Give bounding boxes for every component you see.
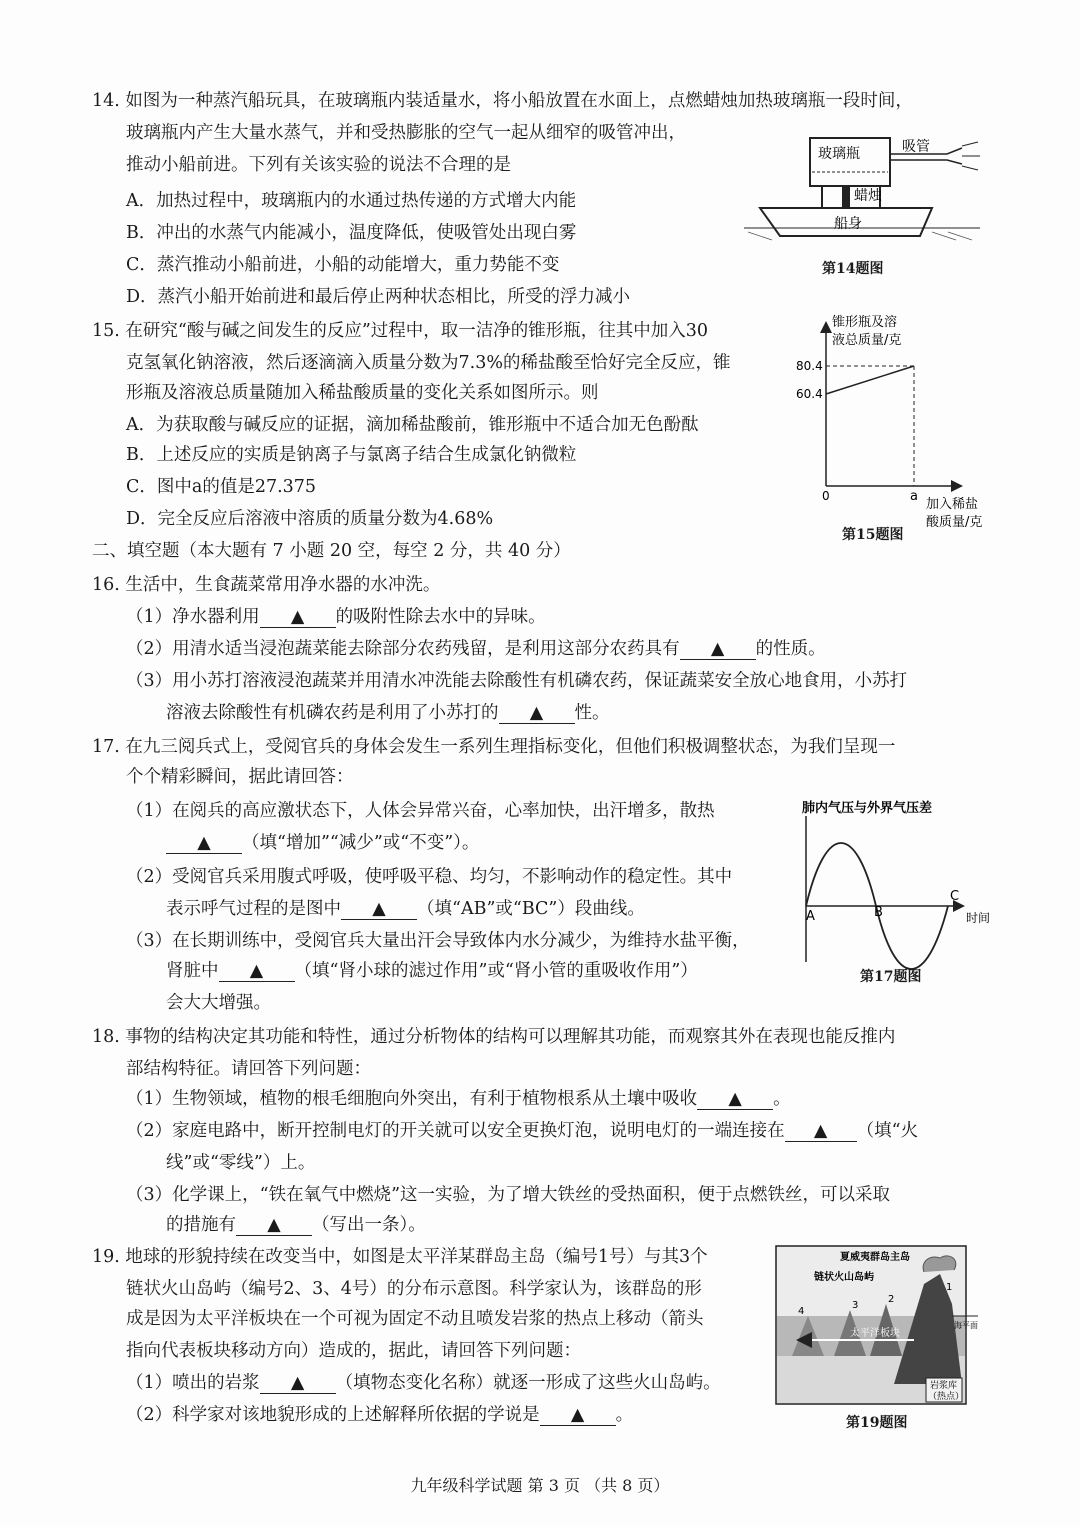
q18-blank3[interactable]: ▲ — [236, 1215, 312, 1236]
label-bottle: 玻璃瓶 — [818, 146, 860, 162]
q18-part2-line1 — [126, 1118, 918, 1144]
q15-ylabel-line1: 锥形瓶及溶 — [832, 315, 898, 330]
q17-caption: 第17题图 — [860, 969, 922, 985]
q14-steamboat-figure — [742, 128, 982, 258]
steam-line — [962, 142, 978, 146]
q15-ylabel-line2: 液总质量/克 — [832, 333, 902, 348]
q18-part1 — [126, 1086, 791, 1112]
steam-line — [962, 166, 978, 170]
q15-stem-line3: 形瓶及溶液总质量随加入稀盐酸质量的变化关系如图所示。则 — [126, 383, 599, 403]
q17-part3-line1: （3）在长期训练中，受阅官兵大量出汗会导致体内水分减少，为维持水盐平衡， — [126, 931, 750, 951]
q17-graph-title: 肺内气压与外界气压差 — [802, 801, 933, 816]
q18-p3-text-end: （写出一条）。 — [312, 1215, 426, 1235]
q15-stem-line2: 克氢氧化钠溶液，然后逐滴滴入质量分数为7.3%的稀盐酸至恰好完全反应，锥 — [126, 353, 731, 373]
q17-blank1[interactable]: ▲ — [166, 833, 242, 854]
q17-p1-text-end: （填“增加”“减少”或“不变”）。 — [242, 833, 480, 853]
q18-p1-text-end: 。 — [773, 1089, 791, 1109]
q15-stem-line1: 15. 在研究“酸与碱之间发生的反应”过程中，取一洁净的锥形瓶，往其中加入30 — [92, 321, 709, 341]
q16-p2-text-end: 的性质。 — [755, 639, 826, 659]
q19-stem-line1: 19. 地球的形貌持续在改变当中，如图是太平洋某群岛主岛（编号1号）与其3个 — [92, 1247, 708, 1267]
label-main-island: 夏威夷群岛主岛 — [840, 1252, 910, 1263]
q15-ytick-start: 60.4 — [796, 387, 823, 401]
q17-part2-line2 — [166, 896, 645, 922]
q17-p2-text-end: （填“AB”或“BC”）段曲线。 — [417, 899, 645, 919]
q16-p3-text: 溶液去除酸性有机磷农药是利用了小苏打的 — [166, 703, 499, 723]
q16-blank2[interactable]: ▲ — [680, 639, 756, 660]
q14-stem-line3: 推动小船前进。下列有关该实验的说法不合理的是 — [126, 155, 511, 175]
q16-p3-text-end: 性。 — [574, 703, 610, 723]
q16-blank1[interactable]: ▲ — [260, 607, 336, 628]
label-candle: 蜡烛 — [854, 188, 882, 204]
q16-p1-text: （1）净水器利用 — [126, 607, 260, 627]
q18-part3-line2 — [166, 1212, 426, 1238]
q14-option-a: A．加热过程中，玻璃瓶内的水通过热传递的方式增大内能 — [126, 191, 577, 211]
q19-stem-line4: 指向代表板块移动方向）造成的，据此，请回答下列问题： — [126, 1341, 581, 1361]
q15-mass-graph — [788, 310, 988, 532]
q17-part2-line1: （2）受阅官兵采用腹式呼吸，使呼吸平稳、均匀，不影响动作的稳定性。其中 — [126, 867, 733, 887]
q14-option-c: C．蒸汽推动小船前进，小船的动能增大，重力势能不变 — [126, 255, 560, 275]
q19-blank1[interactable]: ▲ — [260, 1373, 336, 1394]
label-hotspot: （热点） — [928, 1392, 965, 1402]
q17-part3-line2 — [166, 958, 698, 984]
candle-shape — [842, 186, 850, 208]
q19-p1-text: （1）喷出的岩浆 — [126, 1373, 260, 1393]
q15-xlabel-line1: 加入稀盐 — [926, 497, 979, 512]
island-number-1: 1 — [946, 1282, 953, 1293]
q18-p2-text: （2）家庭电路中，断开控制电灯的开关就可以安全更换灯泡，说明电灯的一端连接在 — [126, 1121, 785, 1141]
q19-part2 — [126, 1402, 633, 1428]
q17-stem-line2: 个个精彩瞬间，据此请回答： — [126, 767, 354, 787]
q17-point-c: C — [950, 889, 960, 904]
label-sea-level: 海平面 — [954, 1321, 978, 1330]
q18-p1-text: （1）生物领域，植物的根毛细胞向外突出，有利于植物根系从土壤中吸收 — [126, 1089, 698, 1109]
island-number-3: 3 — [852, 1300, 859, 1311]
q15-option-c: C．图中a的值是27.375 — [126, 477, 317, 497]
q14-stem-line1: 14. 如图为一种蒸汽船玩具，在玻璃瓶内装适量水，将小船放置在水面上，点燃蜡烛加热玻璃瓶一段时间， — [92, 91, 913, 111]
label-straw: 吸管 — [902, 139, 930, 155]
q16-part3-line1: （3）用小苏打溶液浸泡蔬菜并用清水冲洗能去除酸性有机磷农药，保证蔬菜安全放心地食用，小苏打 — [126, 671, 908, 691]
q19-island-figure — [774, 1244, 978, 1408]
q14-caption: 第14题图 — [822, 261, 884, 277]
q18-part2-line2: 线”或“零线”）上。 — [166, 1153, 316, 1173]
q15-mass-line — [826, 366, 914, 394]
q18-stem-line2: 部结构特征。请回答下列问题： — [126, 1059, 371, 1079]
page-footer: 九年级科学试题 第 3 页 （共 8 页） — [410, 1476, 670, 1495]
q15-caption: 第15题图 — [842, 527, 904, 543]
q17-xlabel: 时间 — [966, 911, 991, 925]
q14-option-b: B．冲出的水蒸气内能减小，温度降低，使吸管处出现白雾 — [126, 223, 577, 243]
q18-stem-line1: 18. 事物的结构决定其功能和特性，通过分析物体的结构可以理解其功能，而观察其外在表现也能反推内 — [92, 1027, 896, 1047]
q19-stem-line2: 链状火山岛屿（编号2、3、4号）的分布示意图。科学家认为，该群岛的形 — [126, 1279, 702, 1299]
q19-p1-text-end: （填物态变化名称）就逐一形成了这些火山岛屿。 — [335, 1373, 721, 1393]
q15-ytick-top: 80.4 — [796, 359, 823, 373]
label-pacific-plate: 太平洋板块 — [850, 1328, 900, 1339]
eruption-plume-shape — [923, 1256, 956, 1272]
q18-p2-text-mid: （填“火 — [856, 1121, 919, 1141]
q14-option-d: D．蒸汽小船开始前进和最后停止两种状态相比，所受的浮力减小 — [126, 287, 631, 307]
q17-pressure-graph — [796, 792, 991, 972]
island-number-4: 4 — [798, 1306, 805, 1317]
q17-point-a: A — [806, 909, 815, 924]
q17-part3-line3: 会大大增强。 — [166, 993, 271, 1013]
label-magma: 岩浆库 — [930, 1381, 958, 1391]
q14-stem-line2: 玻璃瓶内产生大量水蒸气，并和受热膨胀的空气一起从细窄的吸管冲出， — [126, 123, 686, 143]
q15-option-d: D．完全反应后溶液中溶质的质量分数为4.68% — [126, 509, 494, 529]
q18-blank1[interactable]: ▲ — [697, 1089, 773, 1110]
q17-stem-line1: 17. 在九三阅兵式上，受阅官兵的身体会发生一系列生理指标变化，但他们积极调整状态，为我们呈现一 — [92, 737, 896, 757]
q18-p3-text: 的措施有 — [166, 1215, 236, 1235]
q16-p1-text-end: 的吸附性除去水中的异味。 — [335, 607, 546, 627]
q19-p2-text-end: 。 — [615, 1405, 634, 1425]
q16-part3-line2 — [166, 700, 610, 726]
q17-part1-line2 — [166, 830, 479, 856]
q19-p2-text: （2）科学家对该地貌形成的上述解释所依据的学说是 — [126, 1405, 540, 1425]
q17-p2-text: 表示呼气过程的是图中 — [166, 899, 341, 919]
q15-option-b: B．上述反应的实质是钠离子与氯离子结合生成氯化钠微粒 — [126, 445, 577, 465]
q19-blank2[interactable]: ▲ — [540, 1405, 616, 1426]
q17-p3-text: 肾脏中 — [166, 961, 219, 981]
q18-part3-line1: （3）化学课上，“铁在氧气中燃烧”这一实验，为了增大铁丝的受热面积，便于点燃铁丝，可以采取 — [126, 1185, 891, 1205]
q19-caption: 第19题图 — [846, 1415, 908, 1431]
q16-p2-text: （2）用清水适当浸泡蔬菜能去除部分农药残留，是利用这部分农药具有 — [126, 639, 680, 659]
q15-xlabel-line2: 酸质量/克 — [926, 515, 983, 530]
q16-blank3[interactable]: ▲ — [499, 703, 575, 724]
q15-option-a: A．为获取酸与碱反应的证据，滴加稀盐酸前，锥形瓶中不适合加无色酚酞 — [126, 415, 699, 435]
label-hull: 船身 — [834, 216, 862, 232]
q15-origin: 0 — [822, 489, 830, 503]
q19-part1 — [126, 1370, 721, 1396]
q17-blank3[interactable]: ▲ — [219, 961, 295, 982]
q18-blank2[interactable]: ▲ — [785, 1121, 857, 1142]
q16-part2 — [126, 636, 826, 662]
q17-part1-line1: （1）在阅兵的高应激状态下，人体会异常兴奋，心率加快，出汗增多，散热 — [126, 801, 715, 821]
q15-xtick-a: a — [910, 489, 918, 504]
q17-point-b: B — [874, 905, 883, 920]
q16-part1 — [126, 604, 546, 630]
q16-stem: 16. 生活中，生食蔬菜常用净水器的水冲洗。 — [92, 575, 441, 595]
island-number-2: 2 — [888, 1294, 895, 1305]
section2-heading: 二、填空题（本大题有 7 小题 20 空，每空 2 分，共 40 分） — [92, 541, 571, 561]
q17-p3-text-end: （填“肾小球的滤过作用”或“肾小管的重吸收作用”） — [294, 961, 698, 981]
label-island-chain: 链状火山岛屿 — [814, 1272, 874, 1283]
q17-blank2[interactable]: ▲ — [341, 899, 417, 920]
q19-stem-line3: 成是因为太平洋板块在一个可视为固定不动且喷发岩浆的热点上移动（箭头 — [126, 1309, 704, 1329]
